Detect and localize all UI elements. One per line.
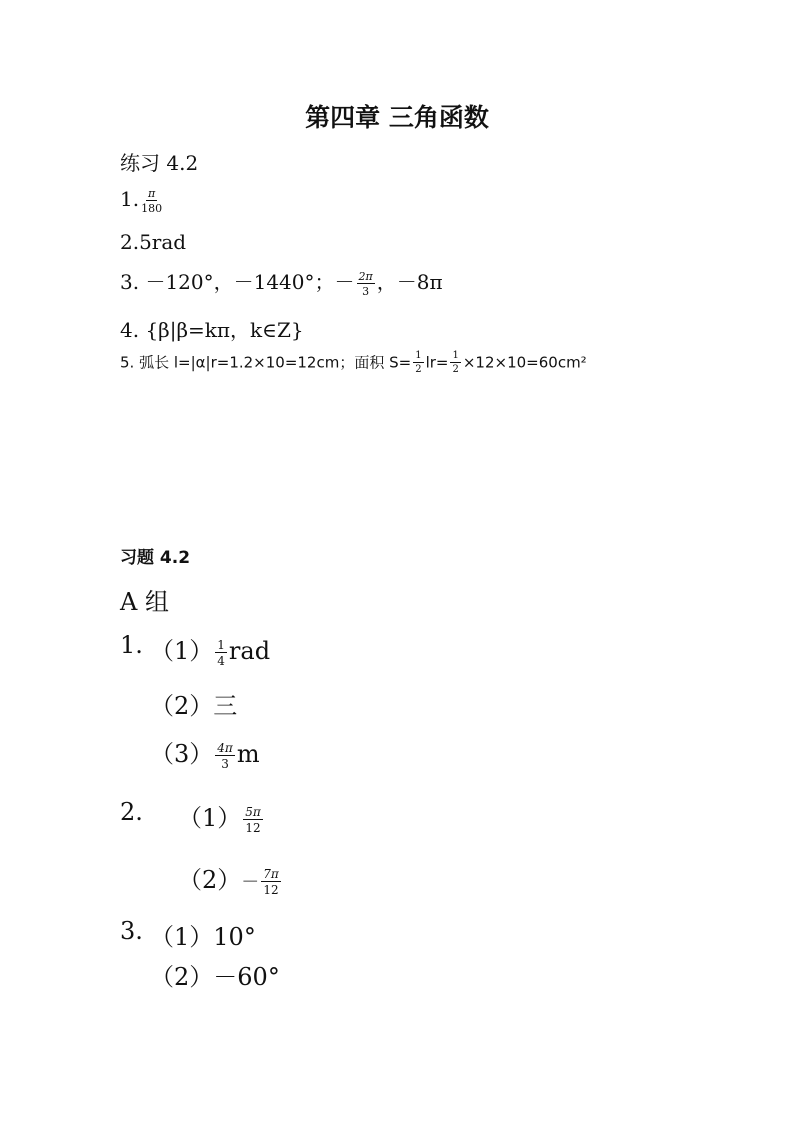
fraction-numerator: 5π: [245, 804, 261, 819]
question-3-label: 3.: [120, 917, 143, 945]
answer-text: ×12×10=60cm²: [462, 353, 587, 372]
item-number: 1.: [120, 187, 140, 211]
answer-label: （1）: [150, 923, 214, 951]
question-2-label: 2.: [120, 798, 143, 826]
fraction: [215, 742, 235, 770]
fraction-denominator: 3: [221, 756, 229, 771]
answer-label: （2）: [150, 692, 214, 720]
fraction-denominator: 12: [263, 882, 279, 897]
minus-sign: －: [241, 872, 260, 893]
fraction: [413, 351, 423, 375]
fraction-numerator: 1: [415, 350, 422, 361]
exercise-item-1: [120, 187, 164, 214]
answer-label: （3）: [150, 740, 214, 768]
exercise-item-4: 4. {β|β=kπ，k∈Z}: [120, 318, 304, 342]
fraction: [141, 188, 162, 214]
question-1-label: 1.: [120, 631, 143, 659]
exercise-item-5: [120, 351, 587, 375]
fraction-numerator: 1: [452, 350, 459, 361]
answer-text: ，－8π: [376, 270, 443, 294]
exercise-heading: 练习 4.2: [120, 151, 199, 175]
fraction: [450, 351, 460, 375]
exercise-item-3: [120, 266, 443, 297]
fraction-numerator: 7π: [263, 866, 279, 881]
fraction-numerator: π: [147, 186, 156, 200]
answer-label: （1）: [178, 804, 242, 832]
question-1-answer-3: [150, 734, 260, 770]
question-3-answer-1: [150, 917, 256, 952]
fraction: [243, 806, 263, 834]
fraction-denominator: 4: [217, 653, 225, 668]
page-title: 第四章 三角函数: [305, 103, 489, 132]
answer-unit: rad: [228, 637, 271, 665]
fraction-numerator: 2π: [358, 269, 373, 283]
fraction-denominator: 3: [362, 284, 370, 298]
answer-label: （1）: [150, 637, 214, 665]
question-2-answer-1: [178, 798, 265, 834]
answer-unit: m: [236, 740, 260, 768]
fraction-denominator: 12: [245, 820, 261, 835]
problems-heading: 习题 4.2: [120, 548, 191, 568]
exercise-item-2: 2.5rad: [120, 230, 187, 254]
answer-text: 3. －120°，－1440°；－: [120, 270, 355, 294]
answer-text: lr=: [425, 353, 449, 372]
answer-text: 10°: [213, 923, 256, 951]
question-1-answer-2: [150, 686, 237, 721]
answer-text: 5. 弧长 l=|α|r=1.2×10=12cm；面积 S=: [120, 353, 412, 372]
fraction: [357, 271, 375, 297]
answer-label: （2）: [150, 963, 214, 991]
fraction: [261, 868, 281, 896]
answer-text: －60°: [213, 963, 280, 991]
fraction-numerator: 4π: [217, 740, 233, 755]
fraction-denominator: 2: [452, 364, 459, 375]
question-3-answer-2: [150, 957, 280, 992]
answer-label: （2）: [178, 866, 242, 894]
fraction-denominator: 2: [415, 364, 422, 375]
group-label: A 组: [120, 588, 169, 616]
answer-text: 三: [213, 692, 238, 720]
question-1-answer-1: [150, 631, 270, 667]
fraction-denominator: 180: [141, 201, 163, 215]
fraction: [215, 639, 227, 667]
question-2-answer-2: [178, 860, 283, 896]
fraction-numerator: 1: [217, 637, 225, 652]
